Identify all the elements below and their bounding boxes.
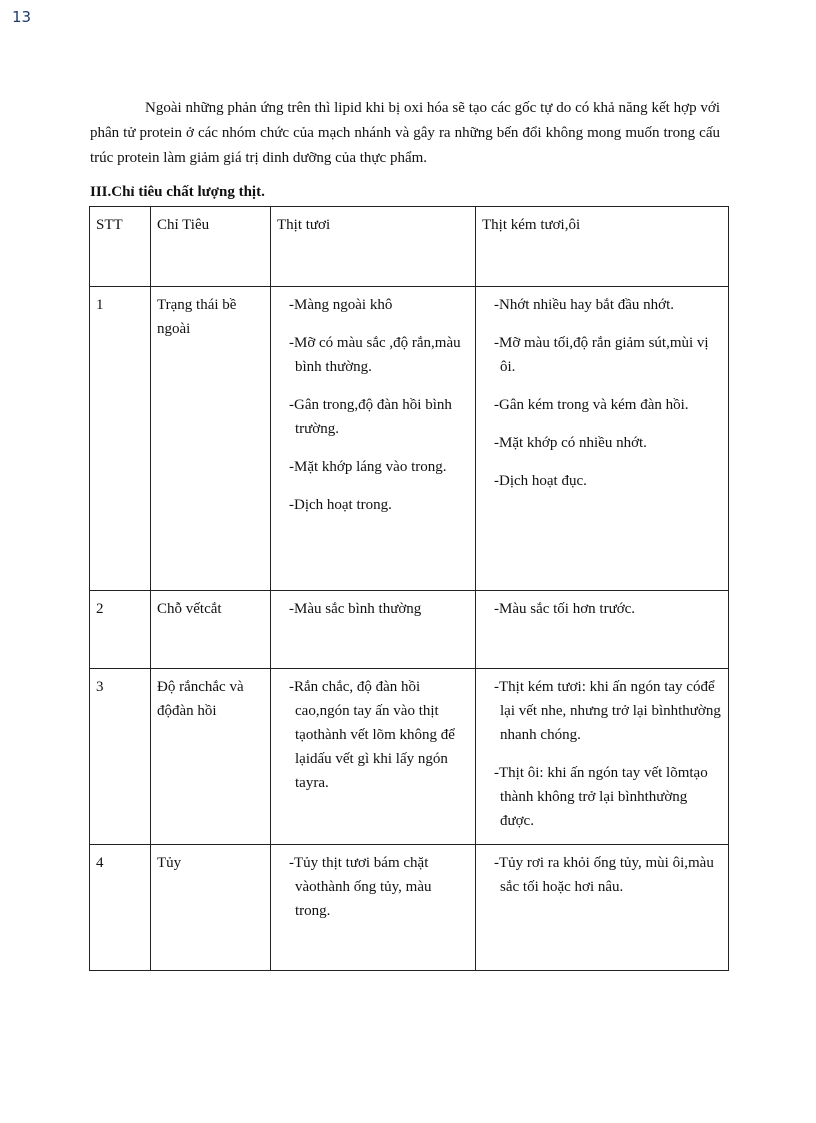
fresh-item: -Mỡ có màu sắc ,độ rắn,màu bình thường.	[289, 335, 461, 375]
table-row	[90, 845, 729, 971]
intro-paragraph: Ngoài những phản ứng trên thì lipid khi bị oxi hóa sẽ tạo các gốc tự do có khả năng kết hợp với phân tử protein ở các nhóm chức của mạch nhánh và gây ra những bến đổi không mong muốn trong cấu trúc protein làm giảm giá trị dinh dưỡng của thực phẩm.	[90, 100, 720, 166]
fresh-item: -Màu sắc bình thường	[289, 601, 422, 617]
stale-item: -Thịt ôi: khi ấn ngón tay vết lõmtạo thành không trở lại bìnhthường được.	[494, 765, 708, 829]
row-criterion: Chỗ vếtcắt	[151, 591, 271, 669]
row-fresh	[271, 591, 476, 669]
header-fresh: Thịt tươi	[271, 207, 476, 287]
row-criterion: Độ rắnchắc và độđàn hồi	[151, 669, 271, 845]
stale-item: -Tủy rơi ra khỏi ống tủy, mùi ôi,màu sắc tối hoặc hơi nâu.	[494, 855, 714, 895]
stale-item: -Mặt khớp có nhiều nhớt.	[494, 435, 647, 451]
fresh-item: -Tủy thịt tươi bám chặt vàothành ống tủy, màu trong.	[289, 855, 432, 919]
header-stt: STT	[90, 207, 151, 287]
row-stt: 4	[90, 845, 151, 971]
header-criterion: Chỉ Tiêu	[151, 207, 271, 287]
section-heading: III.Chỉ tiêu chất lượng thịt.	[90, 184, 265, 200]
row-stale	[476, 287, 729, 591]
header-stale: Thịt kém tươi,ôi	[476, 207, 729, 287]
row-stale	[476, 669, 729, 845]
table-row	[90, 591, 729, 669]
table-row	[90, 287, 729, 591]
quality-table	[89, 206, 729, 971]
row-stale	[476, 845, 729, 971]
page-number: 13	[12, 8, 32, 26]
stale-item: -Thịt kém tươi: khi ấn ngón tay cóđể lại vết nhe, nhưng trở lại bìnhthường nhanh chóng.	[494, 679, 721, 743]
fresh-item: -Gân trong,độ đàn hồi bình trường.	[289, 397, 452, 437]
row-fresh	[271, 669, 476, 845]
stale-item: -Mỡ màu tối,độ rắn giảm sút,mùi vị ôi.	[494, 335, 709, 375]
fresh-item: -Rắn chắc, độ đàn hồi cao,ngón tay ấn vào thịt tạothành vết lõm không để lạidấu vết gì khi lấy ngón tayra.	[289, 679, 455, 791]
row-stt: 2	[90, 591, 151, 669]
stale-item: -Màu sắc tối hơn trước.	[494, 601, 636, 617]
row-fresh	[271, 287, 476, 591]
table-row	[90, 669, 729, 845]
table-header-row	[90, 207, 729, 287]
fresh-item: -Mặt khớp láng vào trong.	[289, 459, 447, 475]
stale-item: -Gân kém trong và kém đàn hồi.	[494, 397, 689, 413]
fresh-item: -Dịch hoạt trong.	[289, 497, 392, 513]
row-criterion: Tủy	[151, 845, 271, 971]
fresh-item: -Màng ngoài khô	[289, 297, 393, 313]
stale-item: -Dịch hoạt đục.	[494, 473, 587, 489]
row-stale	[476, 591, 729, 669]
stale-item: -Nhớt nhiều hay bắt đầu nhớt.	[494, 297, 674, 313]
row-stt: 3	[90, 669, 151, 845]
row-stt: 1	[90, 287, 151, 591]
row-fresh	[271, 845, 476, 971]
row-criterion: Trạng thái bề ngoài	[151, 287, 271, 591]
